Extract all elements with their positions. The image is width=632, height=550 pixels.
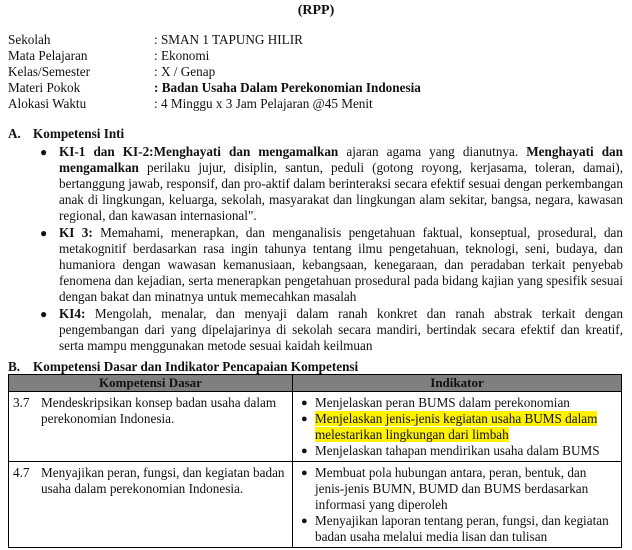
meta-value: : 4 Minggu x 3 Jam Pelajaran @45 Menit [154, 96, 373, 111]
ki-text: Mengolah, menalar, dan menyaji dalam ranah konkret dan ranah abstrak terkait dengan pengembangan dari yang dipelajarinya di sekolah secara mandiri, bertindak secara efektif dan kreatif, serta mampu menggunakan metode sesuai kaidah keilmuan [59, 306, 623, 353]
section-title: Kompetensi Dasar dan Indikator Pencapaian Kompetensi [33, 359, 359, 374]
indicator-item [297, 395, 617, 411]
kd-number: 3.7 [13, 395, 30, 410]
bullet-icon: ● [40, 307, 48, 321]
ki-item [40, 225, 623, 305]
indicator-item [297, 411, 617, 443]
kd-cell [9, 392, 293, 462]
meta-label: Alokasi Waktu [8, 96, 87, 111]
meta-row-topic [8, 80, 608, 96]
meta-label: Materi Pokok [8, 80, 81, 95]
indicator-text: Menyajikan laporan tentang peran, fungsi, dan kegiatan badan usaha melalui media lisan dan tulisan [315, 513, 609, 544]
table-row [9, 462, 622, 548]
indicator-cell [293, 392, 622, 462]
meta-row-class [8, 64, 608, 80]
ki-item [40, 144, 623, 224]
kd-number: 4.7 [13, 465, 30, 480]
section-letter: B. [8, 359, 21, 374]
section-letter: A. [8, 126, 21, 141]
ki-text: perilaku jujur, disiplin, santun, peduli (gotong royong, kerjasama, toleran, damai), bertanggung jawab, responsif, dan pro-aktif dalam berinteraksi secara efektif sesuai dengan perkembangan anak di lingkungan, keluarga, sekolah, masyarakat dan lingkungan alam sekitar, bangsa, negara, kawasan regional, dan kawasan internasional". [59, 160, 623, 223]
indicator-cell [293, 462, 622, 548]
bullet-icon: ● [40, 145, 48, 159]
meta-label: Kelas/Semester [8, 64, 91, 79]
meta-value: : Badan Usaha Dalam Perekonomian Indonesia [154, 80, 421, 95]
meta-value: : X / Genap [154, 64, 216, 79]
bullet-icon: ● [301, 515, 308, 527]
meta-row-school [8, 32, 608, 48]
document-title: (RPP) [297, 3, 335, 18]
ki-text: ajaran agama yang dianutnya. [338, 144, 527, 159]
bullet-icon: ● [301, 413, 308, 425]
kd-cell [9, 462, 293, 548]
indicator-text: Membuat pola hubungan antara, peran, bentuk, dan jenis-jenis BUMN, BUMD dan BUMS berdasarkan informasi yang diperoleh [315, 465, 589, 512]
bullet-icon: ● [301, 445, 308, 457]
identity-block [8, 32, 608, 112]
column-header: Kompetensi Dasar [9, 375, 293, 392]
highlighted-indicator-text: Menjelaskan jenis-jenis kegiatan usaha BUMS dalam melestarikan lingkungan dari limbah [315, 411, 598, 442]
kd-text: Menyajikan peran, fungsi, dan kegiatan badan usaha dalam perekonomian Indonesia. [41, 465, 285, 496]
meta-row-subject [8, 48, 608, 64]
ki-lead: KI-1 dan KI-2:Menghayati dan mengamalkan [59, 144, 339, 159]
indicator-list [297, 395, 617, 459]
ki-list [8, 144, 623, 354]
indicator-item [297, 465, 617, 513]
section-b-heading [8, 359, 623, 375]
table-row [9, 392, 622, 462]
meta-row-time [8, 96, 608, 112]
ki-bold-text: Menghayati dan mengamalkan [59, 144, 623, 175]
ki-item [40, 306, 623, 354]
meta-label: Mata Pelajaran [8, 48, 88, 63]
ki-lead: KI4: [59, 306, 86, 321]
indicator-item [297, 443, 617, 459]
indicator-list [297, 465, 617, 545]
ki-lead: KI 3: [59, 225, 93, 240]
indicator-text: Menjelaskan peran BUMS dalam perekonomian [315, 395, 570, 410]
bullet-icon: ● [301, 467, 308, 479]
section-basic-competence [8, 359, 623, 375]
section-a-heading [8, 126, 623, 142]
kd-text: Mendeskripsikan konsep badan usaha dalam perekonomian Indonesia. [41, 395, 277, 426]
meta-value: : Ekonomi [154, 48, 210, 63]
competence-table [8, 374, 622, 548]
meta-value: : SMAN 1 TAPUNG HILIR [154, 32, 303, 47]
column-header: Indikator [293, 375, 622, 392]
indicator-text: Menjelaskan tahapan mendirikan usaha dalam BUMS [315, 443, 600, 458]
section-title: Kompetensi Inti [33, 126, 125, 141]
bullet-icon: ● [301, 397, 308, 409]
indicator-item [297, 513, 617, 545]
ki-text: Memahami, menerapkan, dan menganalisis pengetahuan faktual, konseptual, prosedural, dan metakognitif berdasarkan rasa ingin tahunya tentang ilmu pengetahuan, teknologi, seni, budaya, dan humaniora dengan wawasan kemanusiaan, kebangsaan, kenegaraan, dan peradaban terkait penyebab fenomena dan kejadian, serta menerapkan pengetahuan prosedural pada bidang kajian yang spesifik sesuai dengan bakat dan minatnya untuk memecahkan masalah [59, 225, 624, 304]
meta-label: Sekolah [8, 32, 51, 47]
table-header-row [9, 375, 622, 392]
bullet-icon: ● [40, 226, 48, 240]
section-core-competence [8, 126, 623, 355]
